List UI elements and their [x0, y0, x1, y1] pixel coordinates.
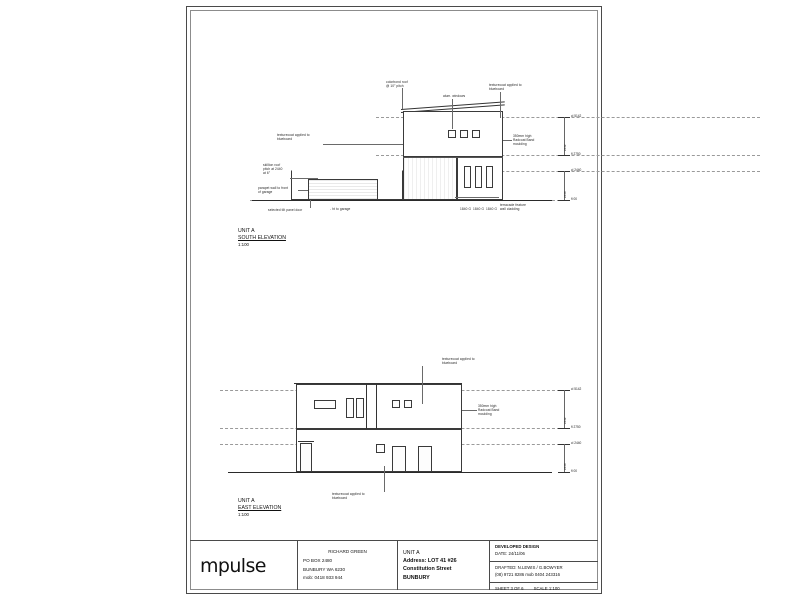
leader-colorbond-roof	[402, 88, 403, 109]
contact-line-1: PO BOX 2480	[303, 557, 333, 563]
lower-wall-terracade	[403, 157, 457, 200]
upper-window-east-wide	[314, 400, 336, 409]
meta-phone: (08) 9721 8286 mob 0404 243316	[495, 571, 560, 577]
upper-window-east-tall-2	[356, 398, 364, 418]
leader-texturecoat-east-bottom	[384, 466, 385, 492]
level-label-cl5142-s: cl 5142	[571, 114, 582, 118]
annotation-texturecoat-left: texturecoat applied to blueboard	[277, 133, 310, 141]
entry-door-east	[300, 443, 312, 472]
level-label-fl2750-e: fl 2750	[571, 425, 581, 429]
annotation-window-sizes: 1840 G 1840 G 1840 G	[460, 207, 498, 211]
sliding-door-east-2	[418, 446, 432, 472]
ground-line-south	[252, 200, 552, 201]
leader-skillion-roof	[290, 178, 318, 179]
leader-band-moulding-south	[503, 140, 512, 141]
level-label-fl00-e: fl 00	[571, 469, 578, 473]
annotation-texturecoat-upper: texturecoat applied to blueboard	[489, 83, 522, 91]
annotation-tilt-panel-door: selected tilt panel door	[268, 208, 303, 212]
east-elevation-scale: 1:100	[238, 512, 249, 518]
meta-sheet: SHEET 3 OF 6	[495, 585, 524, 591]
leader-band-moulding-east	[462, 410, 477, 411]
lower-window-1840g-3	[486, 166, 493, 188]
lower-window-east-small	[376, 444, 385, 453]
ground-line-east	[228, 472, 552, 473]
annotation-skillion-roof: skillion roof pitch at 2440 at 6°	[263, 163, 283, 175]
level-tick-fl00-e	[558, 472, 570, 473]
upper-window-1	[448, 130, 456, 138]
entry-door-head	[298, 441, 314, 442]
title-block	[190, 540, 598, 590]
upper-window-2	[460, 130, 468, 138]
east-elevation-unit: UNIT A	[238, 498, 255, 504]
level-label-fl2750-s: fl 2750	[571, 152, 581, 156]
lower-window-1840g-1	[464, 166, 471, 188]
upper-window-east-sq-2	[404, 400, 412, 408]
meta-scale: SCALE 1:100	[533, 585, 560, 591]
south-elevation-drawing	[190, 60, 598, 260]
contact-name: RICHARD GREEN	[328, 549, 367, 555]
annotation-parapet-wall: parapet wall to front of garage	[258, 186, 289, 194]
level-label-cl2440-s: cl 2440	[571, 168, 582, 172]
level-tick-fl2750-e	[558, 428, 570, 429]
project-unit: UNIT A	[403, 549, 420, 556]
east-elevation-drawing	[190, 340, 598, 540]
annotation-terracade-cladding: terracade feature wall cladding	[500, 203, 526, 211]
meta-date: DATE: 24/11/06	[495, 550, 525, 556]
annotation-colorbond-roof: colorbond roof @ 10° pitch	[386, 80, 408, 88]
title-block-meta-cell	[490, 541, 598, 590]
south-elevation-scale: 1:100	[238, 242, 249, 248]
annotation-band-moulding-east: 350mm high Radcoat Band moulding	[478, 404, 500, 416]
title-block-contact-cell	[298, 541, 398, 590]
meta-row-sheet	[490, 582, 598, 596]
leader-parapet-wall	[298, 190, 308, 191]
garage-tilt-panel-door	[308, 179, 378, 200]
south-elevation-unit: UNIT A	[238, 228, 255, 234]
annotation-band-moulding-south: 350mm high Radcoat Band moulding	[513, 134, 535, 146]
south-elevation-title	[238, 228, 286, 248]
project-address: Address: LOT 41 #26	[403, 557, 457, 564]
upper-window-east-sq-1	[392, 400, 400, 408]
east-elevation-title	[238, 498, 281, 518]
level-tick-fl2750-s	[558, 155, 570, 156]
project-street: Constitution Street	[403, 566, 452, 573]
meta-row-design	[490, 541, 598, 561]
meta-row-drafted	[490, 561, 598, 582]
dim-text-lower-s: 2440	[563, 191, 567, 198]
band-moulding-south	[403, 157, 503, 158]
sliding-door-east-1	[392, 446, 406, 472]
annotation-alum-windows: alum. windows	[443, 94, 466, 98]
leader-texturecoat-upper	[500, 92, 501, 118]
level-label-fl00-s: fl 00	[571, 197, 578, 201]
lower-window-1840g-2	[475, 166, 482, 188]
title-block-logo-cell	[190, 541, 298, 590]
company-logo: mpulse	[200, 554, 266, 577]
level-label-cl2440-e: cl 2440	[571, 441, 582, 445]
leader-texturecoat-east-top	[422, 366, 423, 404]
level-tick-fl00-s	[558, 200, 570, 201]
meta-drafted: DRAFTED: N.LEWIS / G.BOWYER	[495, 564, 563, 570]
title-block-meta-inner	[490, 541, 598, 590]
title-block-project-cell	[398, 541, 490, 590]
upper-window-east-tall-1	[346, 398, 354, 418]
dim-text-upper-e: 2442	[563, 417, 567, 424]
leader-alum-windows	[452, 99, 453, 129]
meta-stage: DEVELOPED DESIGN	[495, 544, 540, 549]
annotation-texturecoat-east-bottom: texturecoat applied to blueboard	[332, 492, 365, 500]
contact-line-2: BUNBURY WA 6230	[303, 566, 346, 572]
leader-texturecoat-left	[323, 144, 403, 145]
leader-terracade-cladding	[455, 197, 499, 198]
level-label-cl5142-e: cl 5142	[571, 387, 582, 391]
annotation-texturecoat-east-top: texturecoat applied to blueboard	[442, 357, 475, 365]
contact-line-3: mob: 0418 933 944	[303, 575, 343, 581]
dim-text-upper-s: 2442	[563, 144, 567, 151]
annotation-ht-to-garage: - ht to garage	[330, 207, 351, 211]
project-suburb: BUNBURY	[403, 574, 430, 581]
dim-text-lower-e: 2440	[563, 463, 567, 470]
south-elevation-name: SOUTH ELEVATION	[238, 235, 286, 242]
upper-window-3	[472, 130, 480, 138]
leader-tilt-panel-door	[310, 200, 311, 208]
east-elevation-name: EAST ELEVATION	[238, 505, 282, 512]
